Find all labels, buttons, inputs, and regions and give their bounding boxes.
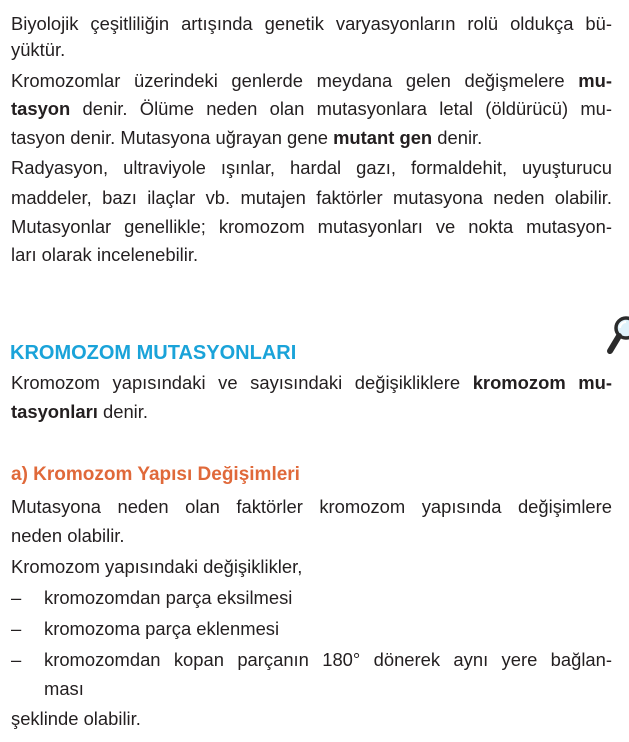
mutation-def-text-3: tasyon denir. Mutasyona uğrayan gene bbox=[11, 127, 334, 148]
mutation-def-line-3 bbox=[11, 127, 482, 149]
list-marker: – bbox=[11, 587, 22, 608]
list-item-continuation: ması bbox=[44, 678, 84, 699]
term-mutant-gen: mutant gen bbox=[333, 127, 433, 148]
intro-line-2: yüktür. bbox=[11, 39, 66, 60]
term-kromozom-mutasyonlari-part1: kromozom mu- bbox=[472, 372, 612, 393]
mutation-def-tail-3: denir. bbox=[432, 127, 483, 148]
mutagens-line-3: Mutasyonlar genellikle; kromozom mutasyonları ve nokta mutasyon- bbox=[11, 216, 612, 237]
intro-line-1: Biyolojik çeşitliliğin artışında genetik varyasyonların rolü oldukça bü- bbox=[11, 13, 612, 34]
section-def-text-2: denir. bbox=[97, 401, 148, 422]
list-item: kromozoma parça eklenmesi bbox=[44, 618, 280, 639]
mutation-def-line-2 bbox=[11, 98, 612, 120]
mutation-def-line-1 bbox=[11, 70, 612, 92]
section-def-text-1: Kromozom yapısındaki ve sayısındaki değişikliklere bbox=[11, 372, 473, 393]
term-mutasyon-part2: tasyon bbox=[11, 98, 71, 119]
mutation-def-text-2: denir. Ölüme neden olan mutasyonlara letal (öldürücü) mu- bbox=[70, 98, 612, 119]
section-heading: KROMOZOM MUTASYONLARI bbox=[10, 342, 297, 364]
list-item: kromozomdan kopan parçanın 180° dönerek aynı yere bağlan- bbox=[44, 649, 612, 670]
list-marker: – bbox=[11, 649, 22, 670]
magnifier-icon bbox=[604, 313, 629, 359]
section-def-line-2 bbox=[11, 401, 148, 423]
subsection-para-line-2: neden olabilir. bbox=[11, 525, 125, 546]
mutagens-line-4: ları olarak incelenebilir. bbox=[11, 244, 199, 265]
term-mutasyon-part1: mu- bbox=[578, 70, 612, 91]
mutation-def-text-1: Kromozomlar üzerindeki genlerde meydana gelen değişmelere bbox=[11, 70, 579, 91]
mutagens-line-2: maddeler, bazı ilaçlar vb. mutajen faktörler mutasyona neden olabilir. bbox=[11, 187, 612, 208]
mutagens-line-1: Radyasyon, ultraviyole ışınlar, hardal gazı, formaldehit, uyuşturucu bbox=[11, 157, 612, 178]
section-def-line-1 bbox=[11, 372, 612, 394]
list-marker: – bbox=[11, 618, 22, 639]
subsection-para-line-1: Mutasyona neden olan faktörler kromozom yapısında değişimlere bbox=[11, 496, 612, 517]
list-item: kromozomdan parça eksilmesi bbox=[44, 587, 293, 608]
list-intro: Kromozom yapısındaki değişiklikler, bbox=[11, 556, 303, 577]
subsection-heading: a) Kromozom Yapısı Değişimleri bbox=[11, 464, 300, 485]
term-kromozom-mutasyonlari-part2: tasyonları bbox=[11, 401, 98, 422]
closing-line: şeklinde olabilir. bbox=[11, 708, 141, 729]
